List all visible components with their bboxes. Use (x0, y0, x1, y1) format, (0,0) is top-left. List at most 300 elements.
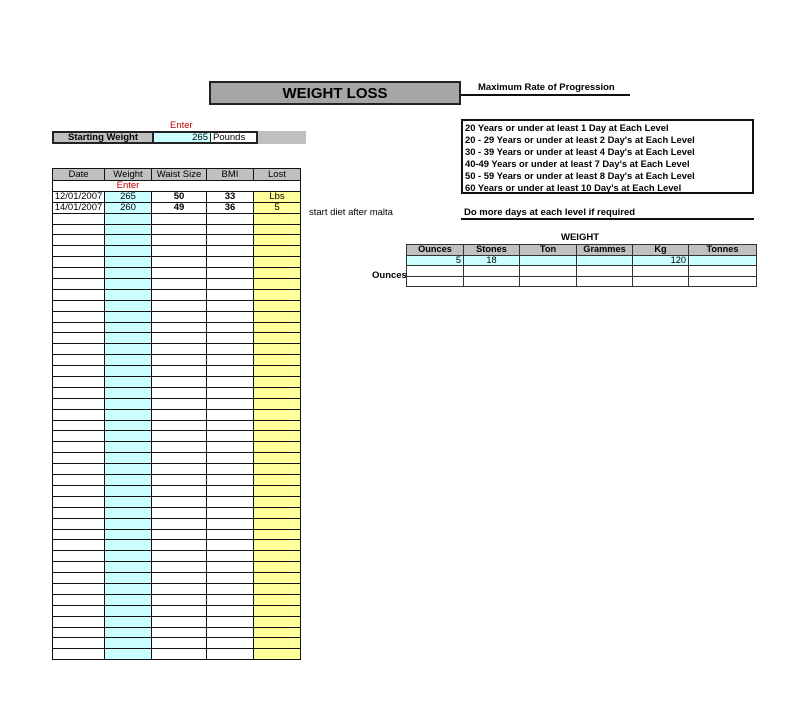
cell-waist[interactable] (152, 300, 207, 311)
cell-bmi[interactable] (207, 529, 254, 540)
cell-waist[interactable] (152, 540, 207, 551)
cell-weight[interactable] (105, 366, 152, 377)
cell-waist[interactable] (152, 464, 207, 475)
cell-date[interactable] (53, 649, 105, 660)
cell-weight[interactable] (105, 594, 152, 605)
cell-waist[interactable] (152, 246, 207, 257)
cell-bmi[interactable] (207, 616, 254, 627)
cell-bmi[interactable] (207, 464, 254, 475)
cell-weight[interactable] (105, 420, 152, 431)
cell-date[interactable] (53, 605, 105, 616)
cell-weight[interactable] (105, 213, 152, 224)
cell-tonnes[interactable] (689, 276, 757, 287)
cell-weight[interactable] (105, 268, 152, 279)
starting-weight-row (52, 131, 306, 144)
cell-waist[interactable] (152, 605, 207, 616)
table-row (53, 464, 301, 475)
cell-bmi[interactable] (207, 300, 254, 311)
cell-ton[interactable] (520, 266, 577, 277)
table-row (53, 573, 301, 584)
cell-bmi[interactable] (207, 387, 254, 398)
table-row (53, 191, 301, 202)
cell-waist[interactable] (152, 235, 207, 246)
cell-bmi[interactable] (207, 409, 254, 420)
cell-bmi[interactable] (207, 289, 254, 300)
header-lost: Lost (254, 169, 301, 181)
weight-converter-table (406, 244, 757, 287)
table-row (53, 224, 301, 235)
cell-date[interactable] (53, 279, 105, 290)
cell-lost[interactable] (254, 333, 301, 344)
cell-date[interactable] (53, 464, 105, 475)
cell-lost[interactable] (254, 235, 301, 246)
cell-waist[interactable] (152, 616, 207, 627)
cell-date[interactable] (53, 475, 105, 486)
cell-lost[interactable] (254, 529, 301, 540)
cell-bmi[interactable] (207, 224, 254, 235)
cell-waist[interactable] (152, 496, 207, 507)
table-row (53, 279, 301, 290)
cell-weight[interactable] (105, 540, 152, 551)
cell-date[interactable] (53, 583, 105, 594)
cell-bmi[interactable] (207, 573, 254, 584)
converter-header-row (407, 245, 757, 256)
cell-ounces[interactable] (407, 276, 464, 287)
cell-lost[interactable] (254, 562, 301, 573)
starting-weight-input[interactable]: 265 (154, 131, 210, 144)
table-row (53, 398, 301, 409)
table-row (53, 213, 301, 224)
cell-weight[interactable] (105, 377, 152, 388)
cell-date[interactable] (53, 333, 105, 344)
header-tonnes: Tonnes (689, 245, 757, 256)
cell-weight[interactable] (105, 638, 152, 649)
cell-waist[interactable] (152, 485, 207, 496)
cell-lost[interactable] (254, 431, 301, 442)
cell-weight[interactable] (105, 562, 152, 573)
table-row (53, 562, 301, 573)
cell-lost[interactable] (254, 507, 301, 518)
table-row (53, 485, 301, 496)
cell-lost[interactable] (254, 387, 301, 398)
cell-date[interactable] (53, 485, 105, 496)
table-row (53, 409, 301, 420)
log-header-row (53, 169, 301, 181)
cell-waist[interactable] (152, 268, 207, 279)
table-row (53, 453, 301, 464)
cell-date[interactable] (53, 257, 105, 268)
cell-bmi[interactable] (207, 344, 254, 355)
cell-date[interactable] (53, 398, 105, 409)
table-row (53, 475, 301, 486)
cell-weight[interactable] (105, 431, 152, 442)
cell-date[interactable] (53, 431, 105, 442)
cell-date[interactable] (53, 529, 105, 540)
cell-lost[interactable] (254, 605, 301, 616)
cell-weight[interactable] (105, 224, 152, 235)
cell-bmi[interactable] (207, 355, 254, 366)
cell-bmi[interactable] (207, 268, 254, 279)
cell-waist[interactable] (152, 562, 207, 573)
cell-lost[interactable] (254, 246, 301, 257)
cell-waist[interactable]: 49 (152, 202, 207, 213)
cell-waist[interactable] (152, 649, 207, 660)
table-row (53, 529, 301, 540)
cell-weight[interactable] (105, 507, 152, 518)
cell-lost[interactable] (254, 366, 301, 377)
header-waist: Waist Size (152, 169, 207, 181)
cell-date[interactable] (53, 355, 105, 366)
cell-weight[interactable] (105, 453, 152, 464)
table-row (53, 344, 301, 355)
cell-date[interactable] (53, 311, 105, 322)
cell-weight[interactable] (105, 649, 152, 660)
cell-lost[interactable] (254, 616, 301, 627)
table-row (53, 202, 301, 213)
cell-weight[interactable] (105, 583, 152, 594)
cell-kg[interactable] (633, 276, 689, 287)
cell-stones[interactable] (464, 276, 520, 287)
cell-date[interactable] (53, 627, 105, 638)
cell-grammes[interactable] (577, 276, 633, 287)
cell-weight[interactable] (105, 464, 152, 475)
table-row (53, 355, 301, 366)
cell-lost[interactable] (254, 420, 301, 431)
table-row (53, 420, 301, 431)
cell-bmi[interactable] (207, 246, 254, 257)
cell-date[interactable] (53, 387, 105, 398)
table-row (53, 322, 301, 333)
table-row (53, 583, 301, 594)
cell-weight[interactable] (105, 355, 152, 366)
table-row (53, 300, 301, 311)
cell-weight[interactable] (105, 333, 152, 344)
cell-lost[interactable] (254, 300, 301, 311)
cell-weight[interactable] (105, 573, 152, 584)
cell-grammes[interactable] (577, 255, 633, 266)
cell-waist[interactable] (152, 583, 207, 594)
starting-weight-unit: Pounds (210, 131, 258, 144)
cell-date[interactable]: 12/01/2007 (53, 191, 105, 202)
cell-lost[interactable]: 5 (254, 202, 301, 213)
log-enter-hint: Enter (105, 181, 152, 192)
progression-heading: Maximum Rate of Progression (478, 82, 615, 93)
cell-date[interactable] (53, 594, 105, 605)
cell-lost[interactable] (254, 224, 301, 235)
cell-lost[interactable] (254, 289, 301, 300)
cell-stones[interactable]: 18 (464, 255, 520, 266)
header-bmi: BMI (207, 169, 254, 181)
cell-bmi[interactable] (207, 562, 254, 573)
cell-lost[interactable] (254, 213, 301, 224)
cell-weight[interactable] (105, 387, 152, 398)
cell-lost[interactable] (254, 627, 301, 638)
cell-bmi[interactable] (207, 475, 254, 486)
cell-bmi[interactable] (207, 540, 254, 551)
cell-bmi[interactable] (207, 507, 254, 518)
cell-weight[interactable] (105, 518, 152, 529)
level-item: 50 - 59 Years or under at least 8 Day's at Each Level (465, 170, 695, 182)
cell-grammes[interactable] (577, 266, 633, 277)
cell-weight[interactable] (105, 257, 152, 268)
cell-date[interactable]: 14/01/2007 (53, 202, 105, 213)
cell-kg[interactable]: 120 (633, 255, 689, 266)
table-row (53, 431, 301, 442)
cell-waist[interactable] (152, 344, 207, 355)
converter-row (407, 255, 757, 266)
cell-ounces[interactable] (407, 266, 464, 277)
cell-weight[interactable]: 265 (105, 191, 152, 202)
cell-bmi[interactable]: 33 (207, 191, 254, 202)
cell-waist[interactable] (152, 475, 207, 486)
cell-bmi[interactable] (207, 431, 254, 442)
cell-bmi[interactable] (207, 213, 254, 224)
cell-lost[interactable] (254, 344, 301, 355)
cell-date[interactable] (53, 518, 105, 529)
cell-lost[interactable] (254, 257, 301, 268)
cell-weight[interactable] (105, 475, 152, 486)
cell-waist[interactable]: 50 (152, 191, 207, 202)
header-stones: Stones (464, 245, 520, 256)
cell-lost[interactable]: Lbs (254, 191, 301, 202)
table-row (53, 518, 301, 529)
page-title: WEIGHT LOSS (209, 81, 461, 105)
cell-bmi[interactable] (207, 605, 254, 616)
cell-bmi[interactable] (207, 322, 254, 333)
cell-ton[interactable] (520, 276, 577, 287)
cell-lost[interactable] (254, 355, 301, 366)
cell-weight[interactable] (105, 344, 152, 355)
cell-lost[interactable] (254, 649, 301, 660)
header-date: Date (53, 169, 105, 181)
cell-date[interactable] (53, 289, 105, 300)
cell-waist[interactable] (152, 551, 207, 562)
starting-weight-enter-hint: Enter (170, 120, 193, 131)
cell-date[interactable] (53, 453, 105, 464)
cell-date[interactable] (53, 344, 105, 355)
cell-bmi[interactable] (207, 279, 254, 290)
cell-waist[interactable] (152, 387, 207, 398)
cell-bmi[interactable]: 36 (207, 202, 254, 213)
cell-waist[interactable] (152, 420, 207, 431)
cell-weight[interactable] (105, 616, 152, 627)
cell-bmi[interactable] (207, 366, 254, 377)
cell-waist[interactable] (152, 573, 207, 584)
level-item: 40-49 Years or under at least 7 Day's at Each Level (465, 158, 690, 170)
cell-bmi[interactable] (207, 420, 254, 431)
cell-weight[interactable] (105, 442, 152, 453)
level-item: 60 Years or under at least 10 Day's at Each Level (465, 182, 682, 194)
table-row (53, 257, 301, 268)
cell-waist[interactable] (152, 453, 207, 464)
cell-waist[interactable] (152, 638, 207, 649)
cell-weight[interactable] (105, 627, 152, 638)
cell-lost[interactable] (254, 583, 301, 594)
cell-bmi[interactable] (207, 627, 254, 638)
cell-waist[interactable] (152, 442, 207, 453)
cell-bmi[interactable] (207, 496, 254, 507)
cell-lost[interactable] (254, 518, 301, 529)
cell-date[interactable] (53, 420, 105, 431)
cell-bmi[interactable] (207, 442, 254, 453)
cell-lost[interactable] (254, 453, 301, 464)
cell-waist[interactable] (152, 257, 207, 268)
cell-tonnes[interactable] (689, 266, 757, 277)
level-item: 20 Years or under at least 1 Day at Each Level (465, 122, 669, 133)
cell-waist[interactable] (152, 529, 207, 540)
cell-date[interactable] (53, 562, 105, 573)
table-row (53, 638, 301, 649)
cell-bmi[interactable] (207, 583, 254, 594)
table-row (53, 496, 301, 507)
cell-waist[interactable] (152, 224, 207, 235)
cell-weight[interactable]: 260 (105, 202, 152, 213)
table-row (53, 377, 301, 388)
cell-lost[interactable] (254, 540, 301, 551)
cell-date[interactable] (53, 496, 105, 507)
cell-lost[interactable] (254, 638, 301, 649)
progression-levels-box (461, 119, 754, 194)
cell-lost[interactable] (254, 573, 301, 584)
cell-waist[interactable] (152, 398, 207, 409)
starting-weight-filler (258, 131, 306, 144)
cell-tonnes[interactable] (689, 255, 757, 266)
cell-waist[interactable] (152, 594, 207, 605)
table-row (53, 442, 301, 453)
cell-date[interactable] (53, 551, 105, 562)
cell-date[interactable] (53, 246, 105, 257)
cell-date[interactable] (53, 224, 105, 235)
cell-bmi[interactable] (207, 377, 254, 388)
cell-bmi[interactable] (207, 551, 254, 562)
cell-date[interactable] (53, 573, 105, 584)
cell-lost[interactable] (254, 551, 301, 562)
cell-lost[interactable] (254, 377, 301, 388)
progression-note: Do more days at each level if required (464, 207, 636, 218)
table-row (53, 507, 301, 518)
table-row (53, 540, 301, 551)
cell-lost[interactable] (254, 322, 301, 333)
cell-bmi[interactable] (207, 235, 254, 246)
cell-weight[interactable] (105, 279, 152, 290)
cell-waist[interactable] (152, 279, 207, 290)
cell-date[interactable] (53, 235, 105, 246)
cell-stones[interactable] (464, 266, 520, 277)
cell-date[interactable] (53, 540, 105, 551)
cell-date[interactable] (53, 638, 105, 649)
cell-date[interactable] (53, 442, 105, 453)
cell-weight[interactable] (105, 409, 152, 420)
header-ounces: Ounces (407, 245, 464, 256)
cell-lost[interactable] (254, 464, 301, 475)
cell-weight[interactable] (105, 496, 152, 507)
cell-bmi[interactable] (207, 453, 254, 464)
row-note: start diet after malta (309, 207, 393, 218)
cell-date[interactable] (53, 213, 105, 224)
cell-weight[interactable] (105, 485, 152, 496)
cell-weight[interactable] (105, 300, 152, 311)
cell-bmi[interactable] (207, 398, 254, 409)
cell-kg[interactable] (633, 266, 689, 277)
cell-waist[interactable] (152, 409, 207, 420)
cell-weight[interactable] (105, 605, 152, 616)
cell-waist[interactable] (152, 377, 207, 388)
cell-lost[interactable] (254, 475, 301, 486)
table-row (53, 311, 301, 322)
cell-date[interactable] (53, 377, 105, 388)
header-grammes: Grammes (577, 245, 633, 256)
cell-date[interactable] (53, 366, 105, 377)
weight-log-table (52, 168, 301, 660)
cell-waist[interactable] (152, 518, 207, 529)
cell-weight[interactable] (105, 529, 152, 540)
cell-lost[interactable] (254, 442, 301, 453)
cell-weight[interactable] (105, 311, 152, 322)
cell-lost[interactable] (254, 485, 301, 496)
cell-weight[interactable] (105, 322, 152, 333)
cell-waist[interactable] (152, 333, 207, 344)
cell-weight[interactable] (105, 551, 152, 562)
cell-date[interactable] (53, 507, 105, 518)
cell-lost[interactable] (254, 268, 301, 279)
cell-lost[interactable] (254, 311, 301, 322)
cell-date[interactable] (53, 322, 105, 333)
cell-waist[interactable] (152, 507, 207, 518)
cell-date[interactable] (53, 409, 105, 420)
table-row (53, 616, 301, 627)
cell-lost[interactable] (254, 594, 301, 605)
weight-converter-title: WEIGHT (561, 232, 599, 243)
cell-waist[interactable] (152, 627, 207, 638)
cell-weight[interactable] (105, 289, 152, 300)
cell-lost[interactable] (254, 398, 301, 409)
cell-lost[interactable] (254, 496, 301, 507)
starting-weight-label: Starting Weight (52, 131, 154, 144)
log-enter-row (53, 181, 301, 192)
cell-date[interactable] (53, 616, 105, 627)
cell-waist[interactable] (152, 355, 207, 366)
table-row (53, 605, 301, 616)
cell-bmi[interactable] (207, 518, 254, 529)
cell-bmi[interactable] (207, 649, 254, 660)
cell-bmi[interactable] (207, 333, 254, 344)
cell-weight[interactable] (105, 246, 152, 257)
cell-waist[interactable] (152, 322, 207, 333)
cell-ounces[interactable]: 5 (407, 255, 464, 266)
cell-bmi[interactable] (207, 594, 254, 605)
cell-bmi[interactable] (207, 638, 254, 649)
cell-lost[interactable] (254, 279, 301, 290)
cell-date[interactable] (53, 300, 105, 311)
table-row (53, 333, 301, 344)
converter-row (407, 276, 757, 287)
cell-waist[interactable] (152, 431, 207, 442)
cell-date[interactable] (53, 268, 105, 279)
cell-bmi[interactable] (207, 257, 254, 268)
cell-weight[interactable] (105, 398, 152, 409)
table-row (53, 289, 301, 300)
cell-weight[interactable] (105, 235, 152, 246)
cell-bmi[interactable] (207, 485, 254, 496)
cell-lost[interactable] (254, 409, 301, 420)
cell-waist[interactable] (152, 213, 207, 224)
cell-ton[interactable] (520, 255, 577, 266)
cell-bmi[interactable] (207, 311, 254, 322)
cell-waist[interactable] (152, 289, 207, 300)
cell-waist[interactable] (152, 311, 207, 322)
cell-waist[interactable] (152, 366, 207, 377)
table-row (53, 551, 301, 562)
